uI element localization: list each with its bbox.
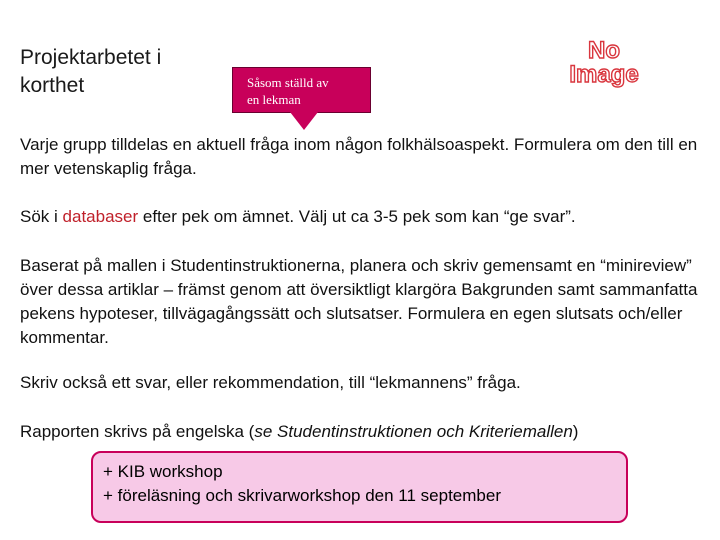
p5-text-before: Rapporten skrivs på engelska ( <box>20 422 255 441</box>
p5-italic-reference: se Studentinstruktionen och Kriteriemallen <box>254 422 573 441</box>
p5-text-after: ) <box>572 422 579 441</box>
workshop-box <box>91 451 628 523</box>
paragraph-assignment: Varje grupp tilldelas en aktuell fråga inom någon folkhälsoaspekt. Formulera om den till en mer vetenskaplig fråga. <box>20 135 698 178</box>
paragraph-answer: Skriv också ett svar, eller rekommendation, till “lekmannens” fråga. <box>20 373 521 392</box>
no-image-placeholder-icon <box>548 36 660 92</box>
no-image-line-2: Image <box>569 61 639 88</box>
callout-line-2: en lekman <box>247 92 301 107</box>
callout-line-1: Såsom ställd av <box>247 75 329 90</box>
p2-text-before: Sök i <box>20 207 63 226</box>
paragraph-search <box>20 205 710 229</box>
slide-title: Projektarbetet i korthet <box>20 46 162 97</box>
p2-text-after: efter pek om ämnet. Välj ut ca 3-5 pek som kan “ge svar”. <box>138 207 576 226</box>
paragraph-minireview: Baserat på mallen i Studentinstruktionerna, planera och skriv gemensamt en “minireview” över dessa artiklar – främst genom att översiktligt klargöra Bakgrunden samt sammanfatta pekens hypoteser, tillvägagångssätt och slutsatser. Formulera en egen slutsats och/eller kommentar. <box>20 256 698 347</box>
callout-box <box>232 67 371 113</box>
no-image-line-1: No <box>588 37 620 64</box>
paragraph-language <box>20 420 710 444</box>
callout-tail <box>290 112 318 130</box>
workshop-line-2: + föreläsning och skrivarworkshop den 11 september <box>103 486 501 505</box>
databaser-link[interactable]: databaser <box>62 207 139 226</box>
workshop-line-1: + KIB workshop <box>103 462 223 481</box>
